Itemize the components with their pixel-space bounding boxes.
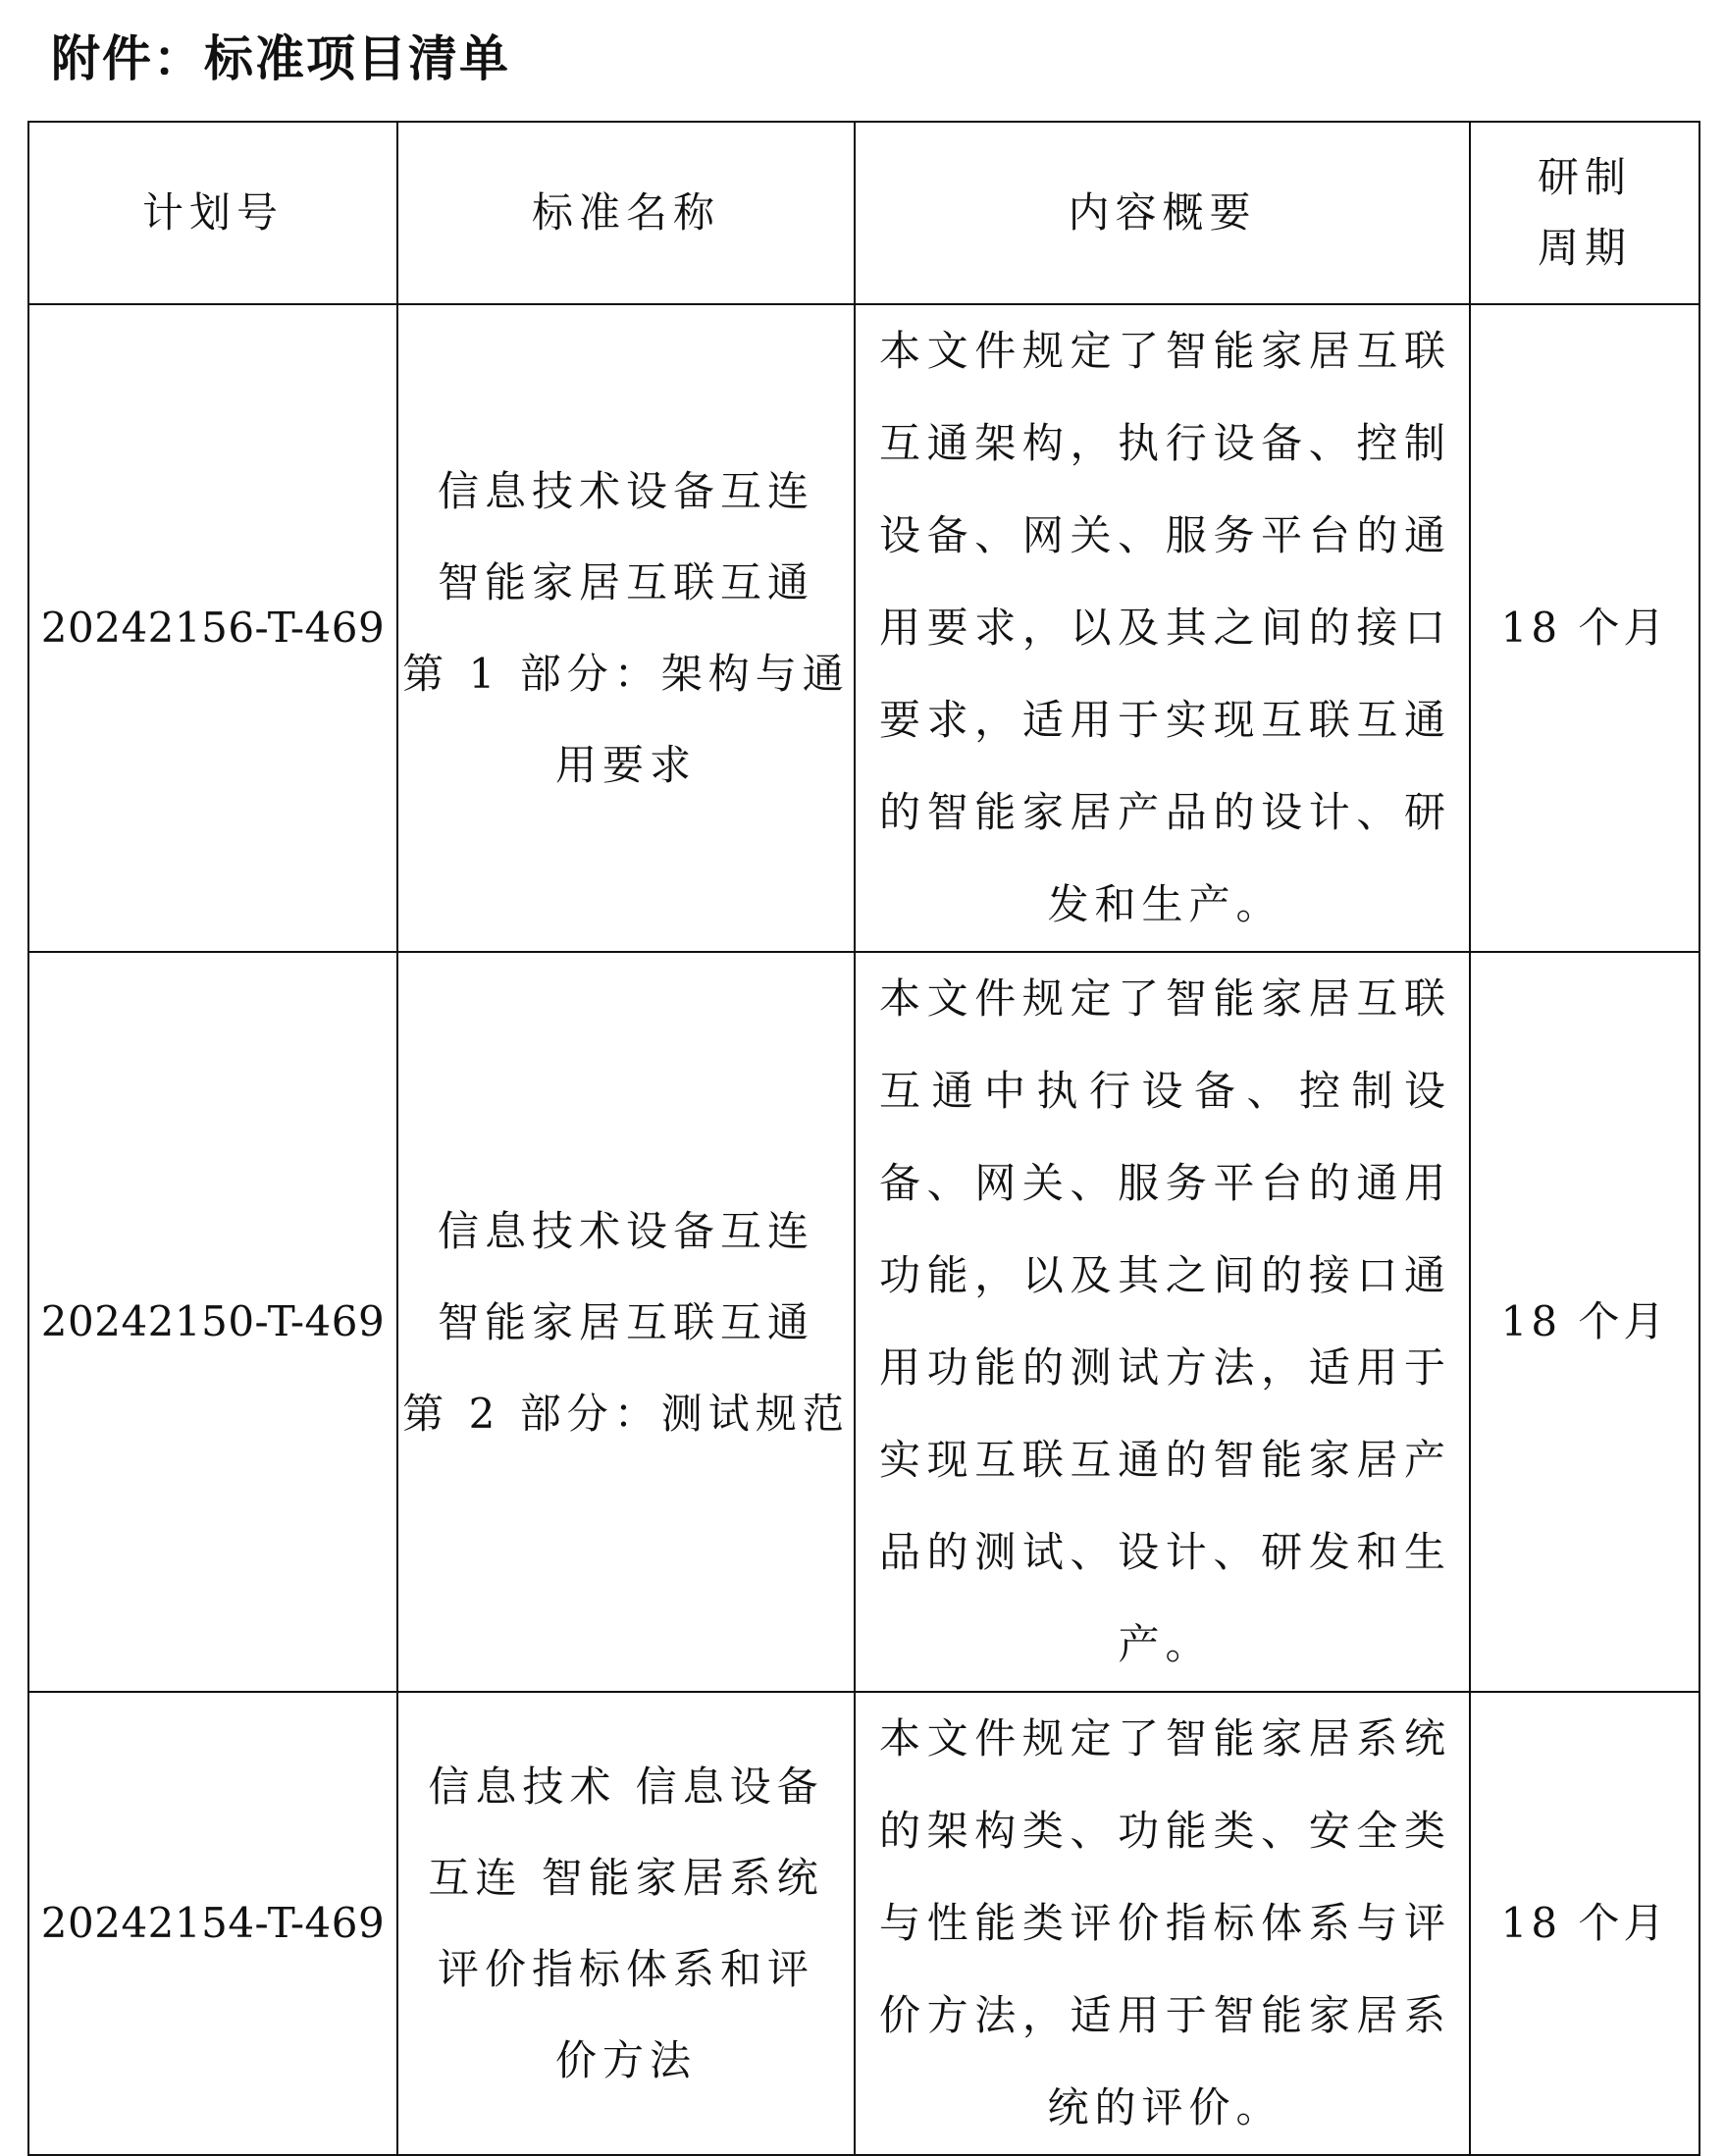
summary-cell [855, 304, 1470, 952]
header-cycle-label: 研制周期 [1537, 153, 1632, 272]
cycle-value: 18 个月 [1500, 1899, 1669, 1947]
cycle-cell [1470, 304, 1699, 952]
standard-name-line: 信息技术 信息设备 [428, 1762, 824, 1811]
summary-cell [855, 1692, 1470, 2155]
header-standard-name [397, 122, 855, 304]
standard-name-line: 信息技术设备互连 [437, 467, 814, 515]
cycle-cell [1470, 1692, 1699, 2155]
cycle-cell [1470, 952, 1699, 1692]
page-title: 附件：标准项目清单 [51, 30, 510, 87]
plan-no: 20242154-T-469 [40, 1899, 386, 1947]
standards-table [27, 121, 1700, 2156]
header-cycle [1470, 122, 1699, 304]
standard-name-line: 互连 智能家居系统 [428, 1854, 824, 1902]
cycle-value: 18 个月 [1500, 1297, 1669, 1345]
plan-no-cell [28, 952, 397, 1692]
table-header-row [28, 122, 1699, 304]
header-standard-name-label: 标准名称 [531, 188, 720, 237]
header-plan-no-label: 计划号 [141, 188, 284, 237]
cycle-value: 18 个月 [1500, 604, 1669, 652]
standard-name-cell [397, 304, 855, 952]
plan-no: 20242150-T-469 [40, 1297, 386, 1345]
table-row [28, 1692, 1699, 2155]
standard-name-line: 评价指标体系和评 [437, 1945, 814, 1993]
summary-text: 本文件规定了智能家居系统的架构类、功能类、安全类与性能类评价指标体系与评价方法，适用于智能家居系统的评价。 [879, 1714, 1451, 2131]
table-row [28, 304, 1699, 952]
summary-text: 本文件规定了智能家居互联互通中执行设备、控制设备、网关、服务平台的通用功能，以及其之间的接口通用功能的测试方法，适用于实现互联互通的智能家居产品的测试、设计、研发和生产。 [879, 974, 1451, 1668]
header-plan-no [28, 122, 397, 304]
standard-name-line: 第 2 部分：测试规范 [402, 1389, 850, 1438]
standard-name-cell [397, 952, 855, 1692]
standard-name-line: 用要求 [554, 741, 697, 789]
table-row [28, 952, 1699, 1692]
standard-name-line: 智能家居互联互通 [437, 1297, 814, 1346]
standard-name-line: 价方法 [554, 2036, 697, 2084]
plan-no: 20242156-T-469 [40, 604, 386, 652]
plan-no-cell [28, 1692, 397, 2155]
plan-no-cell [28, 304, 397, 952]
summary-cell [855, 952, 1470, 1692]
header-summary [855, 122, 1470, 304]
summary-text: 本文件规定了智能家居互联互通架构，执行设备、控制设备、网关、服务平台的通用要求，以及其之间的接口要求，适用于实现互联互通的智能家居产品的设计、研发和生产。 [879, 327, 1451, 928]
header-summary-label: 内容概要 [1068, 188, 1257, 237]
standard-name-line: 第 1 部分：架构与通 [402, 650, 850, 698]
standard-name-line: 智能家居互联互通 [437, 558, 814, 606]
standard-name-cell [397, 1692, 855, 2155]
standard-name-line: 信息技术设备互连 [437, 1206, 814, 1255]
